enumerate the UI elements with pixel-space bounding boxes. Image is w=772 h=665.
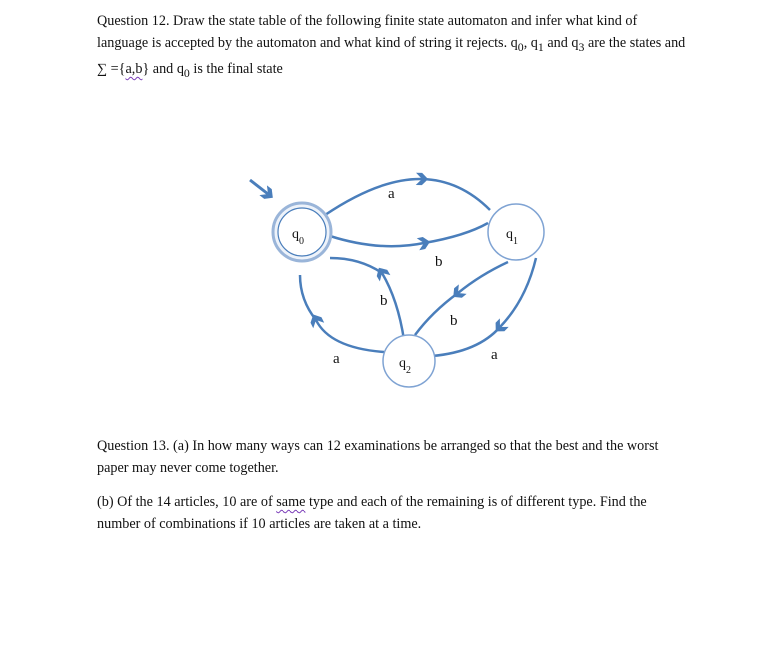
edge-q2-q0-b-tail (330, 258, 382, 273)
state-q1 (488, 204, 544, 260)
question-13b-text: (b) Of the 14 articles, 10 are of same type and each of the remaining is of different type. Find the number of combinations if 10 articles are taken at a time. (97, 494, 647, 532)
svg-text:q0: $q_0$ (292, 227, 304, 247)
edge-q0-q1-a-tail (422, 179, 490, 210)
question-12-text: Question 12. Draw the state table of the following finite state automaton and infer what kind of language is accepted by the automaton and what kind of string it rejects. $q_0$, $q_1$ and $q_3$ are the states and ∑ ={a,b} and $q_0$ is the final state (97, 13, 686, 80)
edge-q1-q2-a (500, 258, 536, 327)
edge-q1-q2-b (458, 262, 508, 293)
svg-text:q1: $q_1$ (506, 227, 518, 247)
edge-q0-q1-b (330, 236, 424, 246)
label-q1-q2-b: b (450, 313, 458, 329)
svg-text:q2: $q_2$ (399, 356, 411, 376)
question-13a-text: Question 13. (a) In how many ways can 12 examinations be arranged so that the best and the worst paper may never come together. (97, 438, 659, 476)
edge-q0-q1-b-tail (424, 223, 488, 243)
start-arrow (250, 180, 268, 194)
label-q2-q0-b: b (380, 293, 388, 309)
edge-q0-q1-a (325, 179, 422, 215)
edge-q2-loop-a (316, 320, 384, 352)
state-q0 (273, 203, 331, 261)
edge-q1-q2-a-tail (432, 327, 500, 356)
label-q0-q1-b: b (435, 254, 443, 270)
edge-q2-loop-a-tail (300, 275, 316, 320)
state-q2 (383, 335, 435, 387)
label-q0-q1-a: a (388, 186, 395, 202)
label-q1-q2-outer-a: a (491, 347, 498, 363)
label-q2-loop-a: a (333, 351, 340, 367)
